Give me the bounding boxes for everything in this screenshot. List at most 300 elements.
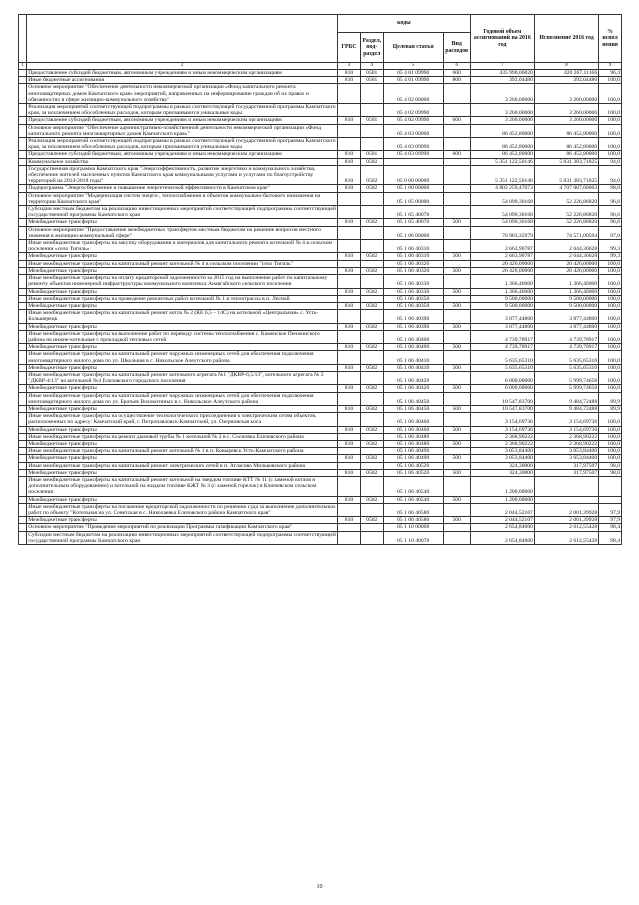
cell-exec: 5 635,65310: [534, 351, 598, 364]
cell-index: [19, 351, 27, 364]
cell-razdel: 0502: [360, 302, 383, 309]
cell-annual: 324,30000: [470, 462, 534, 469]
cell-index: [19, 496, 27, 503]
cell-razdel: [360, 206, 383, 219]
cell-exec: 2 644,36628: [534, 253, 598, 260]
cell-expense-type: 600: [443, 70, 470, 77]
cell-annual: 86 452,80000: [470, 124, 534, 137]
table-row: [19, 364, 622, 371]
cell-pct: 100,0: [599, 288, 622, 295]
cell-name: Иные межбюджетные трансферты на выполнение работ по переводу системы теплоснабжения с. Каменское Пенжинского района на нижне-котельные с прокладкой тепловых сетей: [27, 330, 338, 343]
cell-grbs: [338, 240, 361, 253]
cell-grbs: 810: [338, 70, 361, 77]
cell-index: [19, 158, 27, 165]
cell-exec: 3 154,69736: [534, 413, 598, 426]
cell-pct: 100,0: [599, 295, 622, 302]
cell-name: Подпрограмма "Энергосбережение и повышение энергетической эффективности в Камчатском крае": [27, 185, 338, 192]
cell-razdel: [360, 124, 383, 137]
table-row: [19, 517, 622, 524]
cell-grbs: 810: [338, 385, 361, 392]
cell-index: [19, 302, 27, 309]
cell-razdel: [360, 371, 383, 384]
cell-expense-type: 500: [443, 440, 470, 447]
cell-annual: 392,04480: [470, 77, 534, 84]
cell-target-article: 05 1 06 40480: [383, 433, 443, 440]
cell-name: Иные межбюджетные трансферты на закупку оборудования и материалов для капитального ремонта котельной № 4 в сельском поселении «село Тигиль»: [27, 240, 338, 253]
cell-index: [19, 117, 27, 124]
table-row: [19, 455, 622, 462]
cell-razdel: [360, 476, 383, 496]
table-row: [19, 206, 622, 219]
cell-pct: 100,0: [599, 260, 622, 267]
cell-expense-type: [443, 84, 470, 104]
cell-target-article: 05 1 10 00000: [383, 524, 443, 531]
cell-razdel: [360, 462, 383, 469]
cell-name: Иные межбюджетные трансферты на капитальный ремонт наружных инженерных сетей для обеспечения подключения многоквартирного жилого дома по ул. Школьная в с. Никольское Алеутского района: [27, 351, 338, 364]
cell-razdel: [360, 260, 383, 267]
table-row: [19, 413, 622, 426]
cell-index: [19, 151, 27, 158]
cell-exec: 9 500,00000: [534, 295, 598, 302]
cell-name: Реализация мероприятий соответствующей подпрограммы в рамках соответствующей государственной программы Камчатского края, за исключением обособленных расходов, которым присваиваются уникальные коды: [27, 104, 338, 117]
cell-exec: 9 484,72488: [534, 392, 598, 405]
cell-grbs: [338, 260, 361, 267]
cell-annual: 5 635,65310: [470, 351, 534, 364]
cell-exec: 2 368,90222: [534, 440, 598, 447]
cell-expense-type: 600: [443, 151, 470, 158]
cell-pct: 97,9: [599, 517, 622, 524]
cell-annual: 2 044,52107: [470, 517, 534, 524]
cell-exec: 20 426,00000: [534, 260, 598, 267]
table-row: [19, 104, 622, 117]
cell-razdel: [360, 275, 383, 288]
cell-annual: 4 739,78917: [470, 330, 534, 343]
cell-exec: 2 001,39928: [534, 517, 598, 524]
cell-annual: 1 200,00000: [470, 496, 534, 503]
cell-pct: 100,0: [599, 77, 622, 84]
cell-pct: 100,0: [599, 323, 622, 330]
table-row: [19, 344, 622, 351]
cell-pct: 98,4: [599, 531, 622, 544]
cell-annual: 435 990,06020: [470, 70, 534, 77]
cell-grbs: [338, 524, 361, 531]
cell-grbs: [338, 192, 361, 205]
table-row: [19, 433, 622, 440]
cell-pct: 100,0: [599, 455, 622, 462]
cell-target-article: 05 1 06 40460: [383, 413, 443, 426]
cell-index: [19, 469, 27, 476]
cell-name: Межбюджетные трансферты: [27, 385, 338, 392]
cell-grbs: [338, 138, 361, 151]
cell-razdel: [360, 226, 383, 239]
cell-target-article: 05 1 00 00000: [383, 185, 443, 192]
cell-razdel: 0502: [360, 469, 383, 476]
column-index: 6: [443, 63, 470, 70]
cell-pct: 100,0: [599, 371, 622, 384]
table-row: [19, 310, 622, 323]
header-annual: Годовой объем ассигнований на 2016 год: [470, 15, 534, 63]
cell-expense-type: 500: [443, 344, 470, 351]
cell-razdel: 0501: [360, 70, 383, 77]
cell-expense-type: [443, 351, 470, 364]
cell-name: Основное мероприятие "Предоставление межбюджетных трансфертов местным бюджетам на решение вопросов местного значения в жилищно-коммунальной сфере": [27, 226, 338, 239]
cell-index: [19, 192, 27, 205]
cell-grbs: [338, 330, 361, 343]
cell-exec: 5 999,74658: [534, 385, 598, 392]
table-row: [19, 385, 622, 392]
table-row: [19, 158, 622, 165]
cell-name: Межбюджетные трансферты: [27, 517, 338, 524]
column-index: 3: [338, 63, 361, 70]
cell-name: Основное мероприятие "Модернизация систем энерго-, теплоснабжения и объектов коммунально-бытового назначения на территории Камчатского края": [27, 192, 338, 205]
table-row: [19, 524, 622, 531]
cell-razdel: 0502: [360, 158, 383, 165]
cell-annual: 6 000,00000: [470, 385, 534, 392]
cell-pct: 100,0: [599, 440, 622, 447]
cell-name: Межбюджетные трансферты: [27, 364, 338, 371]
cell-pct: 96,6: [599, 192, 622, 205]
cell-index: [19, 226, 27, 239]
cell-annual: 5 351 122,50146: [470, 158, 534, 165]
table-row: [19, 496, 622, 503]
cell-target-article: 05 4 02 09990: [383, 117, 443, 124]
cell-annual: 10 547,83700: [470, 405, 534, 412]
cell-target-article: 05 1 06 40390: [383, 310, 443, 323]
cell-expense-type: [443, 165, 470, 185]
cell-exec: 2 612,55428: [534, 524, 598, 531]
cell-pct: 96,6: [599, 219, 622, 226]
cell-target-article: 05 1 06 40330: [383, 288, 443, 295]
cell-pct: 100,0: [599, 84, 622, 104]
cell-target-article: 05 1 06 40390: [383, 323, 443, 330]
column-index: 1: [19, 63, 27, 70]
cell-annual: 6 000,00000: [470, 371, 534, 384]
cell-index: [19, 476, 27, 496]
cell-index: [19, 185, 27, 192]
cell-exec: 5 635,65310: [534, 364, 598, 371]
cell-grbs: [338, 371, 361, 384]
cell-grbs: 810: [338, 158, 361, 165]
cell-grbs: [338, 433, 361, 440]
cell-target-article: 05 1 06 40410: [383, 364, 443, 371]
cell-expense-type: 500: [443, 496, 470, 503]
cell-exec: 3 053,84400: [534, 455, 598, 462]
cell-expense-type: [443, 462, 470, 469]
cell-expense-type: [443, 275, 470, 288]
cell-expense-type: [443, 240, 470, 253]
cell-target-article: 05 1 06 40450: [383, 405, 443, 412]
cell-name: Реализация мероприятий соответствующей подпрограммы в рамках соответствующей государственной программы Камчатского края, за исключением обособленных расходов, которым присваиваются уникальные коды: [27, 138, 338, 151]
cell-expense-type: [443, 226, 470, 239]
cell-grbs: 810: [338, 426, 361, 433]
cell-name: Иные межбюджетные трансферты на осуществление технологического присоединения к электрическим сетям объектов, расположенных по адресу: Камчатский край, г. Петропавловск-Камчатский, ул. Озерновская коса: [27, 413, 338, 426]
cell-pct: 89,9: [599, 405, 622, 412]
cell-expense-type: [443, 192, 470, 205]
cell-pct: 100,0: [599, 385, 622, 392]
cell-target-article: 05 1 06 40520: [383, 469, 443, 476]
cell-exec: 5 999,74658: [534, 371, 598, 384]
cell-razdel: [360, 104, 383, 117]
cell-razdel: [360, 330, 383, 343]
cell-exec: 52 226,86820: [534, 206, 598, 219]
cell-exec: 86 452,80000: [534, 138, 598, 151]
cell-index: [19, 426, 27, 433]
cell-target-article: 05 1 06 00000: [383, 226, 443, 239]
cell-pct: [599, 496, 622, 503]
cell-annual: 76 903,35979: [470, 226, 534, 239]
cell-razdel: [360, 351, 383, 364]
cell-expense-type: 500: [443, 385, 470, 392]
cell-pct: 94,0: [599, 165, 622, 185]
cell-razdel: [360, 310, 383, 323]
cell-grbs: 810: [338, 267, 361, 274]
cell-grbs: 810: [338, 77, 361, 84]
cell-target-article: 05 1 05 40070: [383, 219, 443, 226]
cell-index: [19, 330, 27, 343]
cell-exec: 86 452,80000: [534, 124, 598, 137]
cell-grbs: [338, 124, 361, 137]
cell-target-article: 05 4 03 09990: [383, 138, 443, 151]
cell-exec: 86 452,80000: [534, 151, 598, 158]
cell-target-article: [383, 158, 443, 165]
cell-razdel: 0501: [360, 117, 383, 124]
cell-expense-type: [443, 310, 470, 323]
cell-expense-type: [443, 104, 470, 117]
column-index: 2: [27, 63, 338, 70]
cell-annual: 4 803 259,47073: [470, 185, 534, 192]
cell-index: [19, 124, 27, 137]
cell-name: Межбюджетные трансферты: [27, 440, 338, 447]
cell-expense-type: 500: [443, 219, 470, 226]
cell-grbs: 810: [338, 185, 361, 192]
cell-razdel: 0501: [360, 77, 383, 84]
cell-razdel: [360, 531, 383, 544]
cell-index: [19, 433, 27, 440]
header-target-article: Целевая статья: [383, 33, 443, 63]
header-pct: % испол нения: [599, 15, 622, 63]
cell-annual: 3 053,84400: [470, 448, 534, 455]
cell-index: [19, 524, 27, 531]
table-row: [19, 240, 622, 253]
cell-name: Иные межбюджетные трансферты на капитальный ремонт котельной на твердом топливе КТТ № 11 (с заменой котлов и дополнительным оборудованием) и котельной на жидком топливе КЖТ № 3 (с заменой горелок) в Ключевском сельском поселении: [27, 476, 338, 496]
cell-annual: 5 635,65310: [470, 364, 534, 371]
table-row: [19, 323, 622, 330]
table-row: [19, 405, 622, 412]
cell-name: Межбюджетные трансферты: [27, 219, 338, 226]
table-row: [19, 392, 622, 405]
cell-pct: 98,0: [599, 185, 622, 192]
cell-razdel: 0502: [360, 344, 383, 351]
cell-target-article: 05 1 06 40580: [383, 517, 443, 524]
cell-annual: 3 260,00000: [470, 104, 534, 117]
table-row: [19, 462, 622, 469]
cell-annual: 3 154,69736: [470, 426, 534, 433]
cell-target-article: 05 1 06 40490: [383, 448, 443, 455]
column-index-row: [19, 63, 622, 70]
cell-grbs: [338, 226, 361, 239]
cell-pct: 100,0: [599, 267, 622, 274]
cell-grbs: 810: [338, 302, 361, 309]
cell-exec: 1 366,46000: [534, 275, 598, 288]
cell-target-article: 05 4 01 09990: [383, 77, 443, 84]
cell-name: Межбюджетные трансферты: [27, 323, 338, 330]
cell-index: [19, 392, 27, 405]
cell-target-article: 05 1 06 40460: [383, 426, 443, 433]
cell-annual: 20 426,00000: [470, 267, 534, 274]
cell-razdel: 0502: [360, 455, 383, 462]
table-row: [19, 124, 622, 137]
cell-pct: 100,0: [599, 448, 622, 455]
cell-target-article: 05 1 06 40410: [383, 351, 443, 364]
cell-expense-type: 500: [443, 364, 470, 371]
cell-name: Иные межбюджетные трансферты на капитальный ремонт котельной № 1 в п. Ковыревск Усть-Камчатского района: [27, 448, 338, 455]
cell-grbs: [338, 84, 361, 104]
header-expense-type: Вид расходов: [443, 33, 470, 63]
cell-grbs: [338, 531, 361, 544]
document-page: [18, 14, 622, 545]
column-index: 5: [383, 63, 443, 70]
cell-exec: 2 644,36628: [534, 240, 598, 253]
cell-name: Предоставление субсидий бюджетным, автономным учреждениям и иным некоммерческим организациям: [27, 70, 338, 77]
cell-target-article: 05 1 06 40350: [383, 302, 443, 309]
cell-exec: 420 267,11166: [534, 70, 598, 77]
cell-index: [19, 253, 27, 260]
table-body: [19, 70, 622, 545]
table-row: [19, 371, 622, 384]
cell-expense-type: [443, 371, 470, 384]
cell-index: [19, 531, 27, 544]
table-row: [19, 226, 622, 239]
cell-index: [19, 240, 27, 253]
cell-pct: 100,0: [599, 426, 622, 433]
cell-razdel: [360, 524, 383, 531]
cell-expense-type: [443, 448, 470, 455]
header-codes: коды: [338, 15, 471, 33]
cell-razdel: [360, 240, 383, 253]
cell-name: Межбюджетные трансферты: [27, 455, 338, 462]
cell-grbs: 810: [338, 469, 361, 476]
cell-name: Межбюджетные трансферты: [27, 288, 338, 295]
cell-index: [19, 405, 27, 412]
cell-name: Предоставление субсидий бюджетным, автономным учреждениям и иным некоммерческим организациям: [27, 151, 338, 158]
cell-razdel: [360, 138, 383, 151]
cell-annual: 1 366,46000: [470, 288, 534, 295]
cell-grbs: 810: [338, 253, 361, 260]
table-row: [19, 351, 622, 364]
cell-name: Основное мероприятие "Обеспечение административно-хозяйственной деятельности некоммерческой организации «Фонд капитального ремонта многоквартирных домов Камчатского края»": [27, 124, 338, 137]
cell-target-article: 05 1 10 40070: [383, 531, 443, 544]
cell-razdel: [360, 84, 383, 104]
cell-grbs: 810: [338, 364, 361, 371]
cell-grbs: 810: [338, 344, 361, 351]
cell-expense-type: 500: [443, 302, 470, 309]
cell-pct: 94,0: [599, 158, 622, 165]
cell-annual: 54 090,30168: [470, 192, 534, 205]
cell-target-article: 05 1 05 00000: [383, 192, 443, 205]
cell-exec: 5 031 383,71825: [534, 158, 598, 165]
cell-expense-type: 600: [443, 117, 470, 124]
cell-index: [19, 385, 27, 392]
cell-razdel: 0502: [360, 405, 383, 412]
cell-target-article: 05 4 02 00000: [383, 84, 443, 104]
cell-name: Основное мероприятие "Проведение мероприятий по реализации Программы газификации Камчатского края": [27, 524, 338, 531]
cell-pct: 100,0: [599, 302, 622, 309]
table-row: [19, 440, 622, 447]
budget-table: [18, 14, 622, 545]
cell-exec: 3 053,84400: [534, 448, 598, 455]
cell-grbs: [338, 206, 361, 219]
cell-pct: 98,0: [599, 469, 622, 476]
cell-name: Межбюджетные трансферты: [27, 426, 338, 433]
cell-annual: 54 090,30168: [470, 206, 534, 219]
cell-name: Иные межбюджетные трансферты на проведение ремонтных работ котельной № 1 и теплотрассы в п. Лесной: [27, 295, 338, 302]
cell-name: Субсидии местным бюджетам на реализацию инвестиционных мероприятий соответствующей подпрограммы соответствующей государственной программы Камчатского края: [28, 206, 336, 219]
cell-razdel: 0502: [360, 496, 383, 503]
cell-expense-type: [443, 433, 470, 440]
cell-annual: 2 654,84000: [470, 531, 534, 544]
header-grbs: ГРБС: [338, 33, 361, 63]
cell-name: Коммунальное хозяйство: [27, 158, 338, 165]
cell-exec: 3 260,00000: [534, 104, 598, 117]
cell-index: [19, 288, 27, 295]
cell-name: Межбюджетные трансферты: [27, 496, 338, 503]
cell-index: [19, 138, 27, 151]
cell-grbs: 810: [338, 151, 361, 158]
cell-name: Основное мероприятие "Обеспечение деятельности некоммерческой организации «Фонд капитального ремонта многоквартирных домов Камчатского края» мероприятий, направленных на информирование граждан об их правах и обязанностях в сфере жилищно-коммунального хозяйства": [27, 84, 338, 104]
cell-pct: 97,9: [599, 503, 622, 516]
table-row: [19, 138, 622, 151]
table-row: [19, 260, 622, 267]
cell-exec: 3 260,00000: [534, 84, 598, 104]
cell-index: [19, 275, 27, 288]
cell-grbs: [338, 295, 361, 302]
table-row: [19, 531, 622, 544]
cell-index: [19, 165, 27, 185]
table-row: [19, 117, 622, 124]
cell-index: [19, 371, 27, 384]
cell-pct: 89,9: [599, 392, 622, 405]
table-row: [19, 165, 622, 185]
cell-expense-type: 500: [443, 426, 470, 433]
page-number: 10: [316, 884, 323, 890]
cell-index: [19, 440, 27, 447]
cell-target-article: 05 1 06 40310: [383, 240, 443, 253]
cell-expense-type: [443, 413, 470, 426]
cell-grbs: 810: [338, 288, 361, 295]
table-row: [19, 253, 622, 260]
cell-target-article: 05 1 06 40580: [383, 503, 443, 516]
cell-razdel: 0502: [360, 185, 383, 192]
cell-target-article: 05 1 06 40310: [383, 253, 443, 260]
cell-exec: 74 571,00594: [534, 226, 598, 239]
cell-name: Иные межбюджетные трансферты на ремонт дымовой трубы № 1 котельной № 2 в с. Сосновка Елизовского района: [27, 433, 338, 440]
cell-name: Государственная программа Камчатского края "Энергоэффективность, развитие энергетики и коммунального хозяйства, обеспечение жителей населенных пунктов Камчатского края коммунальными услугами и услугами по благоустройству территорий на 2014-2018 годы": [27, 165, 338, 185]
cell-name: Иные межбюджетные трансферты на капитальный ремонт котельного агрегата №1 "ДКВР-6,5/13", котельного агрегата № 3 "ДКВР-4/13" на котельной №4 Елизовского городского поселения: [27, 371, 338, 384]
table-row: [19, 330, 622, 343]
cell-expense-type: [443, 138, 470, 151]
cell-name: Межбюджетные трансферты: [27, 302, 338, 309]
table-row: [19, 469, 622, 476]
cell-razdel: [360, 192, 383, 205]
cell-annual: 54 090,30168: [470, 219, 534, 226]
cell-pct: 100,0: [599, 330, 622, 343]
cell-exec: 392,04480: [534, 77, 598, 84]
cell-target-article: 05 1 06 40450: [383, 392, 443, 405]
cell-exec: 4 739,78917: [534, 330, 598, 343]
cell-expense-type: [443, 185, 470, 192]
cell-grbs: 810: [338, 323, 361, 330]
table-row: [19, 192, 622, 205]
